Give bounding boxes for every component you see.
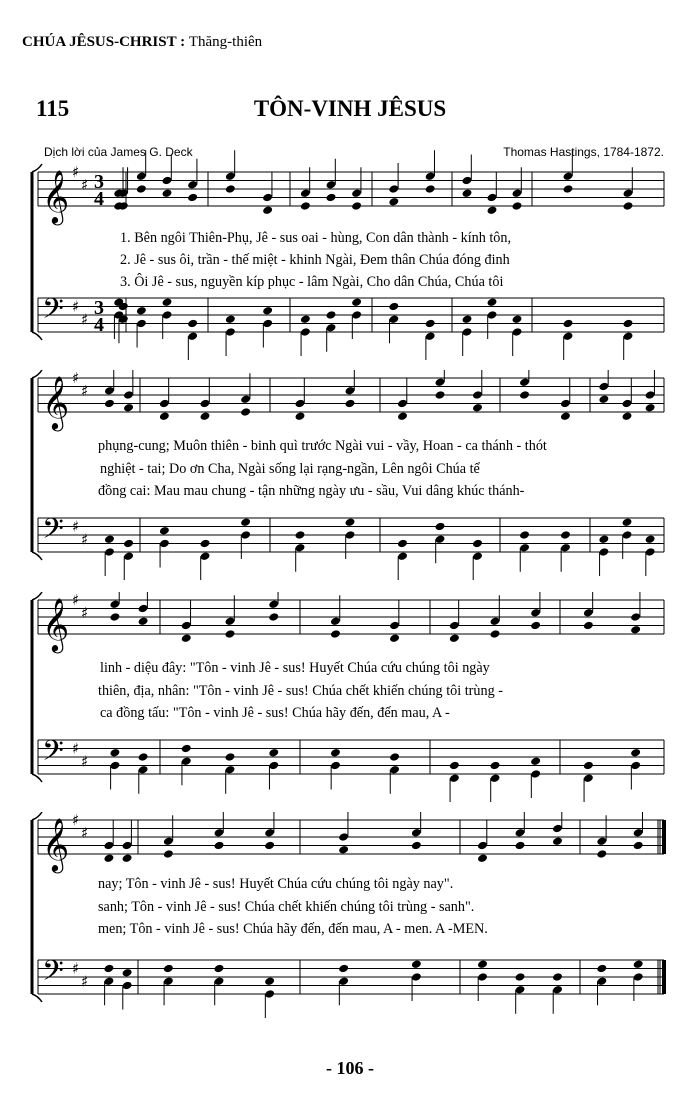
notehead xyxy=(345,517,356,527)
lyric-verse-1: linh - diệu đây: "Tôn - vinh Jê - sus! Huyết Chúa cứu chúng tôi ngày xyxy=(100,660,490,676)
sharp-icon: ♯ xyxy=(81,603,89,622)
notehead xyxy=(462,314,473,324)
notehead xyxy=(138,752,149,762)
notehead xyxy=(397,411,408,421)
notehead xyxy=(181,633,192,643)
bass-clef-icon: 𝄢 xyxy=(42,292,64,333)
notehead xyxy=(472,403,483,413)
notehead xyxy=(163,964,174,974)
notehead xyxy=(425,184,436,194)
notehead xyxy=(104,399,115,409)
notehead xyxy=(103,853,114,863)
notehead xyxy=(338,845,349,855)
notehead xyxy=(262,306,273,316)
notehead xyxy=(622,411,633,421)
notehead xyxy=(552,972,563,982)
notehead xyxy=(462,188,473,198)
page-header xyxy=(22,34,262,51)
lyric-verse-2: thiên, địa, nhân: "Tôn - vinh Jê - sus! Chúa chết khiến chúng tôi trùng - xyxy=(98,683,503,699)
notehead xyxy=(225,629,236,639)
staff-system-4 xyxy=(0,812,700,1022)
notehead xyxy=(214,964,225,974)
treble-clef-icon: 𝄞 xyxy=(42,597,70,651)
notehead xyxy=(300,201,311,211)
notehead xyxy=(330,748,341,758)
bass-staff xyxy=(38,513,664,581)
notehead xyxy=(530,756,541,766)
notehead xyxy=(200,411,211,421)
notehead xyxy=(563,184,574,194)
treble-staff xyxy=(38,370,664,431)
notehead xyxy=(351,201,362,211)
section-title: CHÚA JÊSUS-CHRIST xyxy=(22,34,177,50)
bass-clef-icon: 𝄢 xyxy=(42,734,64,775)
bass-clef-icon: 𝄢 xyxy=(42,512,64,553)
sharp-icon: ♯ xyxy=(81,530,89,549)
notehead xyxy=(596,849,607,859)
notehead xyxy=(268,612,279,622)
notehead xyxy=(225,752,236,762)
notehead xyxy=(122,853,133,863)
notehead xyxy=(487,205,498,215)
page-number: - 106 - xyxy=(326,1058,374,1078)
music-system-1 xyxy=(0,150,700,360)
notehead xyxy=(345,399,356,409)
notehead xyxy=(138,616,149,626)
notehead xyxy=(435,390,446,400)
notehead xyxy=(519,530,530,540)
notehead xyxy=(560,411,571,421)
sharp-icon: ♯ xyxy=(72,959,80,978)
translator-credit: Dịch lời của James G. Deck xyxy=(44,145,193,159)
notehead xyxy=(187,193,198,203)
lyric-verse-2: sanh; Tôn - vinh Jê - sus! Chúa chết khiến chúng tôi trùng - sanh". xyxy=(98,899,475,915)
notehead xyxy=(163,849,174,859)
notehead xyxy=(630,625,641,635)
sharp-icon: ♯ xyxy=(81,175,89,194)
notehead xyxy=(187,319,198,329)
sharp-icon: ♯ xyxy=(81,310,89,329)
notehead xyxy=(583,761,594,771)
notehead xyxy=(490,629,501,639)
notehead xyxy=(411,959,422,969)
hymn-title: TÔN-VINH JÊSUS xyxy=(253,96,447,121)
notehead xyxy=(397,539,408,549)
hymn-number: 115 xyxy=(36,96,70,121)
notehead xyxy=(563,319,574,329)
treble-clef-icon: 𝄞 xyxy=(42,375,70,429)
treble-staff xyxy=(38,812,664,873)
notehead xyxy=(645,534,656,544)
sharp-icon: ♯ xyxy=(81,752,89,771)
sharp-icon: ♯ xyxy=(72,739,80,758)
treble-staff xyxy=(38,592,664,653)
notehead xyxy=(388,302,399,312)
notehead xyxy=(596,964,607,974)
notehead xyxy=(425,319,436,329)
subsection-title: Thăng-thiên xyxy=(188,34,263,50)
notehead xyxy=(159,526,170,536)
notehead xyxy=(240,517,251,527)
notehead xyxy=(295,530,306,540)
notehead xyxy=(519,390,530,400)
notehead xyxy=(512,314,523,324)
notehead xyxy=(622,517,633,527)
sharp-icon: ♯ xyxy=(72,592,80,609)
notehead xyxy=(490,761,501,771)
notehead xyxy=(645,403,656,413)
lyric-verse-1: nay; Tôn - vinh Jê - sus! Huyết Chúa cứu chúng tôi ngày nay". xyxy=(98,876,454,892)
notehead xyxy=(583,621,594,631)
composer-credit: Thomas Hastings, 1784-1872. xyxy=(503,145,664,159)
notehead xyxy=(560,530,571,540)
sharp-icon: ♯ xyxy=(81,823,89,842)
lyric-verse-3: ca đồng tấu: "Tôn - vinh Jê - sus! Chúa hãy đến, đến mau, A - xyxy=(100,705,450,721)
notehead xyxy=(225,184,236,194)
sharp-icon: ♯ xyxy=(72,370,80,387)
sharp-icon: ♯ xyxy=(72,297,80,316)
bass-staff xyxy=(38,955,664,1019)
notehead xyxy=(264,976,275,986)
notehead xyxy=(530,621,541,631)
notehead xyxy=(300,314,311,324)
notehead xyxy=(623,319,634,329)
notehead xyxy=(162,188,173,198)
notehead xyxy=(123,539,134,549)
notehead xyxy=(225,314,236,324)
notehead xyxy=(136,306,147,316)
notehead xyxy=(477,853,488,863)
notehead xyxy=(411,841,422,851)
notehead xyxy=(389,752,400,762)
notehead xyxy=(630,748,641,758)
notehead xyxy=(515,841,526,851)
sharp-icon: ♯ xyxy=(81,381,89,400)
notehead xyxy=(389,633,400,643)
notehead xyxy=(103,964,114,974)
header-separator: : xyxy=(176,34,189,50)
notehead xyxy=(136,184,147,194)
sharp-icon: ♯ xyxy=(72,812,80,829)
notehead xyxy=(449,633,460,643)
notehead xyxy=(240,407,251,417)
notehead xyxy=(326,193,337,203)
notehead xyxy=(262,205,273,215)
sharp-icon: ♯ xyxy=(72,163,80,181)
notehead xyxy=(351,297,362,307)
notehead xyxy=(487,297,498,307)
notehead xyxy=(159,411,170,421)
notehead xyxy=(472,539,483,549)
bass-staff xyxy=(38,735,664,803)
notehead xyxy=(200,539,211,549)
treble-staff xyxy=(38,150,664,225)
lyric-verse-3: đồng cai: Mau mau chung - tận những ngày ưu - sầu, Vui dâng khúc thánh- xyxy=(98,483,525,499)
notehead xyxy=(633,841,644,851)
notehead xyxy=(623,201,634,211)
notehead xyxy=(214,841,225,851)
notehead xyxy=(552,836,563,846)
notehead xyxy=(122,968,133,978)
bass-staff xyxy=(38,293,664,361)
sharp-icon: ♯ xyxy=(72,517,80,536)
lyric-verse-2: nghiệt - tai; Do ơn Cha, Ngài sống lại rạng-ngần, Lên ngôi Chúa tể xyxy=(100,461,480,477)
notehead xyxy=(104,534,115,544)
music-system-3 xyxy=(0,592,700,802)
lyric-verse-2: 2. Jê - sus ôi, trần - thế miệt - khinh Ngài, Đem thân Chúa đóng đinh xyxy=(120,252,510,268)
notehead xyxy=(330,629,341,639)
notehead xyxy=(633,959,644,969)
notehead xyxy=(326,310,337,320)
notehead xyxy=(109,748,120,758)
bass-clef-icon: 𝄢 xyxy=(42,954,64,995)
notehead xyxy=(515,972,526,982)
treble-clef-icon: 𝄞 xyxy=(42,817,70,871)
notehead xyxy=(181,744,192,754)
notehead xyxy=(598,394,609,404)
treble-clef-icon: 𝄞 xyxy=(42,169,70,223)
notehead xyxy=(435,522,446,532)
notehead xyxy=(268,748,279,758)
notehead xyxy=(162,297,173,307)
notehead xyxy=(512,201,523,211)
notehead xyxy=(338,964,349,974)
time-signature-top: 3 xyxy=(94,171,104,193)
notehead xyxy=(598,534,609,544)
time-signature-top: 3 xyxy=(94,297,104,319)
notehead xyxy=(109,612,120,622)
lyric-verse-1: 1. Bên ngôi Thiên-Phụ, Jê - sus oai - hùng, Con dân thành - kính tôn, xyxy=(120,230,512,246)
notehead xyxy=(295,411,306,421)
time-signature-bottom: 4 xyxy=(94,314,104,336)
notehead xyxy=(123,403,134,413)
notehead xyxy=(264,841,275,851)
notehead xyxy=(477,959,488,969)
lyric-verse-3: 3. Ôi Jê - sus, nguyền kíp phục - lâm Ngài, Cho dân Chúa, Chúa tôi xyxy=(120,274,504,290)
notehead xyxy=(449,761,460,771)
music-system-4 xyxy=(0,812,700,1022)
music-system-2 xyxy=(0,370,700,580)
sharp-icon: ♯ xyxy=(81,972,89,991)
notehead xyxy=(388,197,399,207)
lyric-verse-1: phụng-cung; Muôn thiên - binh quì trước Ngài vui - vầy, Hoan - ca thánh - thót xyxy=(98,438,547,454)
lyric-verse-3: men; Tôn - vinh Jê - sus! Chúa hãy đến, đến mau, A - men. A -MEN. xyxy=(98,921,488,937)
time-signature-bottom: 4 xyxy=(94,188,104,210)
